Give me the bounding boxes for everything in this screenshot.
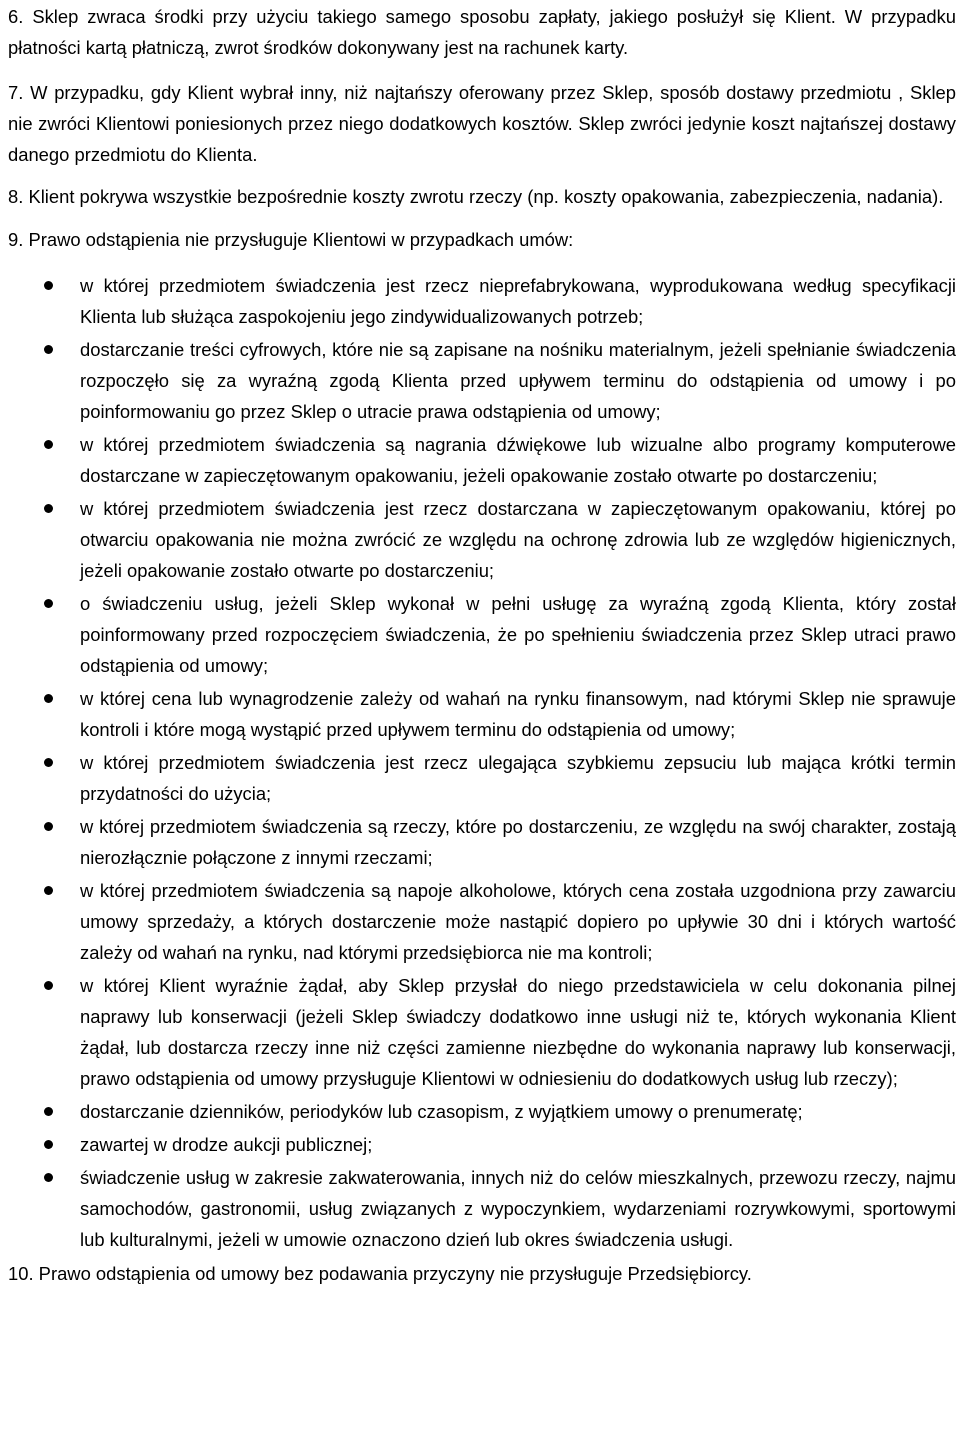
list-item-text: w której cena lub wynagrodzenie zależy od wahań na rynku finansowym, nad którymi Sklep nie sprawuje kontroli i które mogą wystąpić przed upływem terminu do odstąpienia od umowy; bbox=[80, 688, 956, 740]
exceptions-list bbox=[8, 270, 956, 1255]
list-item bbox=[8, 429, 956, 491]
list-item bbox=[8, 1096, 956, 1127]
paragraph-9: 9. Prawo odstąpienia nie przysługuje Klientowi w przypadkach umów: bbox=[8, 229, 574, 250]
list-item bbox=[8, 588, 956, 681]
paragraph-6: 6. Sklep zwraca środki przy użyciu takiego samego sposobu zapłaty, jakiego posłużył się Klient. W przypadku płatności kartą płatniczą, zwrot środków dokonywany jest na rachunek karty. bbox=[8, 6, 956, 58]
bullet-icon bbox=[44, 981, 53, 990]
list-item bbox=[8, 270, 956, 332]
list-item-text: o świadczeniu usług, jeżeli Sklep wykonał w pełni usługę za wyraźną zgodą Klienta, który został poinformowany przed rozpoczęciem świadczenia, że po spełnieniu świadczenia przez Sklep utraci prawo odstąpienia od umowy; bbox=[80, 593, 956, 676]
list-item-text: w której przedmiotem świadczenia są nagrania dźwiękowe lub wizualne albo programy komputerowe dostarczane w zapieczętowanym opakowaniu, jeżeli opakowanie zostało otwarte po dostarczeniu; bbox=[80, 434, 956, 486]
list-item-text: świadczenie usług w zakresie zakwaterowania, innych niż do celów mieszkalnych, przewozu rzeczy, najmu samochodów, gastronomii, usług związanych z wypoczynkiem, wydarzeniami rozrywkowymi, sportowymi lub kulturalnymi, jeżeli w umowie oznaczono dzień lub okres świadczenia usługi. bbox=[80, 1167, 956, 1250]
bullet-icon bbox=[44, 886, 53, 895]
list-item bbox=[8, 747, 956, 809]
list-item-text: dostarczanie treści cyfrowych, które nie są zapisane na nośniku materialnym, jeżeli spełnianie świadczenia rozpoczęło się za wyraźną zgodą Klienta przed upływem terminu do odstąpienia od umowy i po poinformowaniu go przez Sklep o utracie prawa odstąpienia od umowy; bbox=[80, 339, 956, 422]
bullet-icon bbox=[44, 1173, 53, 1182]
list-item-text: w której przedmiotem świadczenia są napoje alkoholowe, których cena została uzgodniona przy zawarciu umowy sprzedaży, a których dostarczenie może nastąpić dopiero po upływie 30 dni i których wartość zależy od wahań na rynku, nad którymi przedsiębiorca nie ma kontroli; bbox=[80, 880, 956, 963]
bullet-icon bbox=[44, 281, 53, 290]
list-item-text: w której przedmiotem świadczenia są rzeczy, które po dostarczeniu, ze względu na swój charakter, zostają nierozłącznie połączone z innymi rzeczami; bbox=[80, 816, 956, 868]
list-item bbox=[8, 493, 956, 586]
list-item-text: w której Klient wyraźnie żądał, aby Sklep przysłał do niego przedstawiciela w celu dokonania pilnej naprawy lub konserwacji (jeżeli Sklep świadczy dodatkowo inne usługi niż te, których wykonania Klient żądał, lub dostarcza rzeczy inne niż części zamienne niezbędne do wykonania naprawy lub konserwacji, prawo odstąpienia od umowy przysługuje Klientowi w odniesieniu do dodatkowych usług lub rzeczy); bbox=[80, 975, 956, 1089]
bullet-icon bbox=[44, 1107, 53, 1116]
list-item-text: zawartej w drodze aukcji publicznej; bbox=[80, 1134, 373, 1155]
paragraph-10: 10. Prawo odstąpienia od umowy bez podawania przyczyny nie przysługuje Przedsiębiorcy. bbox=[8, 1263, 752, 1284]
list-item-text: dostarczanie dzienników, periodyków lub czasopism, z wyjątkiem umowy o prenumeratę; bbox=[80, 1101, 803, 1122]
paragraph-8: 8. Klient pokrywa wszystkie bezpośrednie koszty zwrotu rzeczy (np. koszty opakowania, zabezpieczenia, nadania). bbox=[8, 186, 944, 207]
bullet-icon bbox=[44, 1140, 53, 1149]
bullet-icon bbox=[44, 504, 53, 513]
bullet-icon bbox=[44, 822, 53, 831]
list-item bbox=[8, 970, 956, 1094]
list-item-text: w której przedmiotem świadczenia jest rzecz dostarczana w zapieczętowanym opakowaniu, której po otwarciu opakowania nie można zwrócić ze względu na ochronę zdrowia lub ze względów higienicznych, jeżeli opakowanie zostało otwarte po dostarczeniu; bbox=[80, 498, 956, 581]
list-item bbox=[8, 1162, 956, 1255]
bullet-icon bbox=[44, 758, 53, 767]
list-item bbox=[8, 334, 956, 427]
list-item bbox=[8, 683, 956, 745]
bullet-icon bbox=[44, 599, 53, 608]
list-item bbox=[8, 811, 956, 873]
list-item bbox=[8, 1129, 956, 1160]
list-item-text: w której przedmiotem świadczenia jest rzecz ulegająca szybkiemu zepsuciu lub mająca krótki termin przydatności do użycia; bbox=[80, 752, 956, 804]
paragraph-7: 7. W przypadku, gdy Klient wybrał inny, niż najtańszy oferowany przez Sklep, sposób dostawy przedmiotu , Sklep nie zwróci Klientowi poniesionych przez niego dodatkowych kosztów. Sklep zwróci jedynie koszt najtańszej dostawy danego przedmiotu do Klienta. bbox=[8, 82, 956, 165]
bullet-icon bbox=[44, 345, 53, 354]
list-item-text: w której przedmiotem świadczenia jest rzecz nieprefabrykowana, wyprodukowana według specyfikacji Klienta lub służąca zaspokojeniu jego zindywidualizowanych potrzeb; bbox=[80, 275, 956, 327]
bullet-icon bbox=[44, 440, 53, 449]
bullet-icon bbox=[44, 694, 53, 703]
list-item bbox=[8, 875, 956, 968]
